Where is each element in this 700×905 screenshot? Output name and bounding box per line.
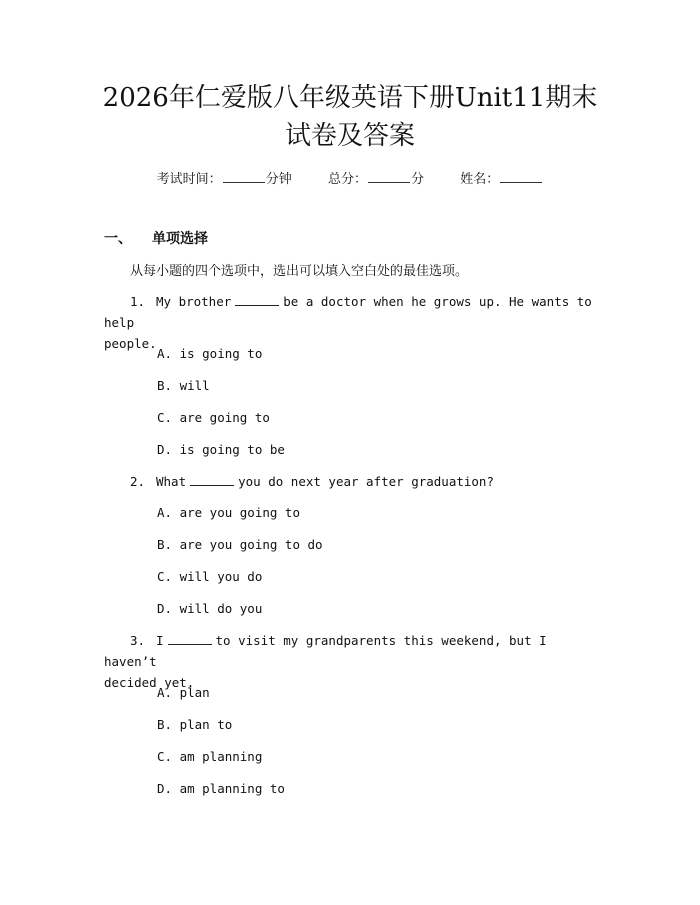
question-2 [104, 471, 604, 492]
option-1d: D. is going to be [157, 442, 285, 457]
answer-blank [235, 295, 279, 306]
option-2c: C. will you do [157, 569, 263, 584]
question-text-after: you do next year after graduation? [238, 474, 494, 489]
exam-title-line-1: 2026年仁爱版八年级英语下册Unit11期末 [102, 83, 598, 113]
option-3b: B. plan to [157, 717, 233, 732]
time-unit: 分钟 [265, 172, 292, 187]
section-heading [104, 228, 208, 248]
option-3a: A. plan [157, 685, 210, 700]
question-text-before: I [156, 633, 164, 648]
score-unit: 分 [411, 172, 425, 187]
section-number: 一、 [104, 231, 132, 247]
option-1a: A. is going to [157, 346, 263, 361]
question-text-before: My brother [156, 294, 232, 309]
exam-meta-line [0, 168, 700, 187]
name-label: 姓名： [460, 172, 500, 187]
question-text-continued: people. [104, 336, 157, 351]
time-label: 考试时间： [156, 172, 222, 187]
question-number: 1. [130, 294, 146, 309]
question-number: 3. [130, 633, 146, 648]
exam-title-line-2: 试卷及答案 [284, 121, 415, 151]
answer-blank [168, 634, 212, 645]
name-blank [500, 171, 542, 183]
option-3c: C. am planning [157, 749, 263, 764]
question-number: 2. [130, 474, 146, 489]
section-instruction: 从每小题的四个选项中，选出可以填入空白处的最佳选项。 [130, 264, 469, 279]
score-blank [368, 171, 410, 183]
score-label: 总分： [327, 172, 367, 187]
option-1b: B. will [157, 378, 210, 393]
option-2b: B. are you going to do [157, 537, 323, 552]
option-2a: A. are you going to [157, 505, 300, 520]
question-text-continued: decided yet. [104, 675, 195, 690]
section-title: 单项选择 [152, 231, 208, 247]
time-blank [223, 171, 265, 183]
option-1c: C. are going to [157, 410, 270, 425]
question-text-before: What [156, 474, 187, 489]
question-text-after: be a doctor when he grows up. He wants to help [104, 294, 592, 330]
option-2d: D. will do you [157, 601, 263, 616]
answer-blank [190, 475, 234, 486]
option-3d: D. am planning to [157, 781, 285, 796]
question-text-after: to visit my grandparents this weekend, but I haven’t [104, 633, 547, 669]
